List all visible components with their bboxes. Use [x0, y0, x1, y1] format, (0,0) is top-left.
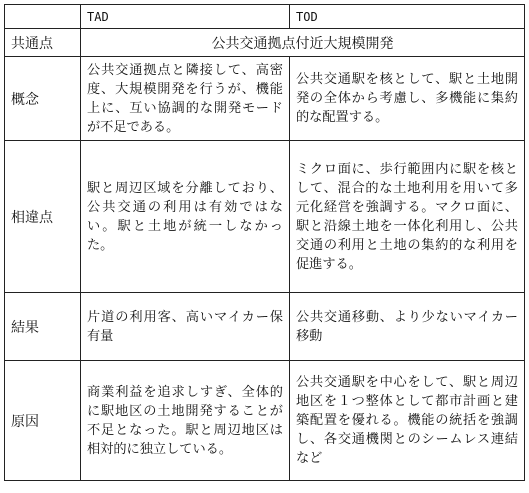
header-tad: TAD	[81, 5, 290, 29]
tad-cell: 駅と周辺区域を分離しており、公共交通の利用は有効ではない。駅と土地が統一しなかった。	[81, 141, 290, 293]
header-blank-cell	[5, 5, 81, 29]
tod-cell: 公共交通駅を核として、駅と土地開発の全体から考慮し、多機能に集約的な配置する。	[290, 57, 525, 141]
row-label: 概念	[5, 57, 81, 141]
tod-cell: ミクロ面に、歩行範囲内に駅を核として、混合的な土地利用を用いて多元化経営を強調する。マクロ面に、駅と沿線土地を一体化利用し、公共交通の利用と土地の集約的な利用を促進する。	[290, 141, 525, 293]
header-tod: TOD	[290, 5, 525, 29]
row-label: 結果	[5, 293, 81, 361]
common-value: 公共交通拠点付近大規模開発	[81, 29, 525, 57]
tad-cell: 商業利益を追求しすぎ、全体的に駅地区の土地開発することが不足となった。駅と周辺地区は相対的に独立している。	[81, 361, 290, 481]
tod-cell: 公共交通移動、より少ないマイカー移動	[290, 293, 525, 361]
table-row	[5, 57, 525, 141]
tad-cell: 公共交通拠点と隣接して、高密度、大規模開発を行うが、機能上に、互い協調的な開発モードが不足である。	[81, 57, 290, 141]
table-row	[5, 361, 525, 481]
common-row	[5, 29, 525, 57]
table-row	[5, 141, 525, 293]
tod-cell: 公共交通駅を中心をして、駅と周辺地区を１つ整体として都市計画と建築配置を優れる。機能の統括を強調し、各交通機関とのシームレス連結など	[290, 361, 525, 481]
comparison-table	[4, 4, 525, 481]
row-label: 原因	[5, 361, 81, 481]
header-row	[5, 5, 525, 29]
row-label: 相違点	[5, 141, 81, 293]
table-row	[5, 293, 525, 361]
tad-cell: 片道の利用客、高いマイカー保有量	[81, 293, 290, 361]
row-label-common: 共通点	[5, 29, 81, 57]
